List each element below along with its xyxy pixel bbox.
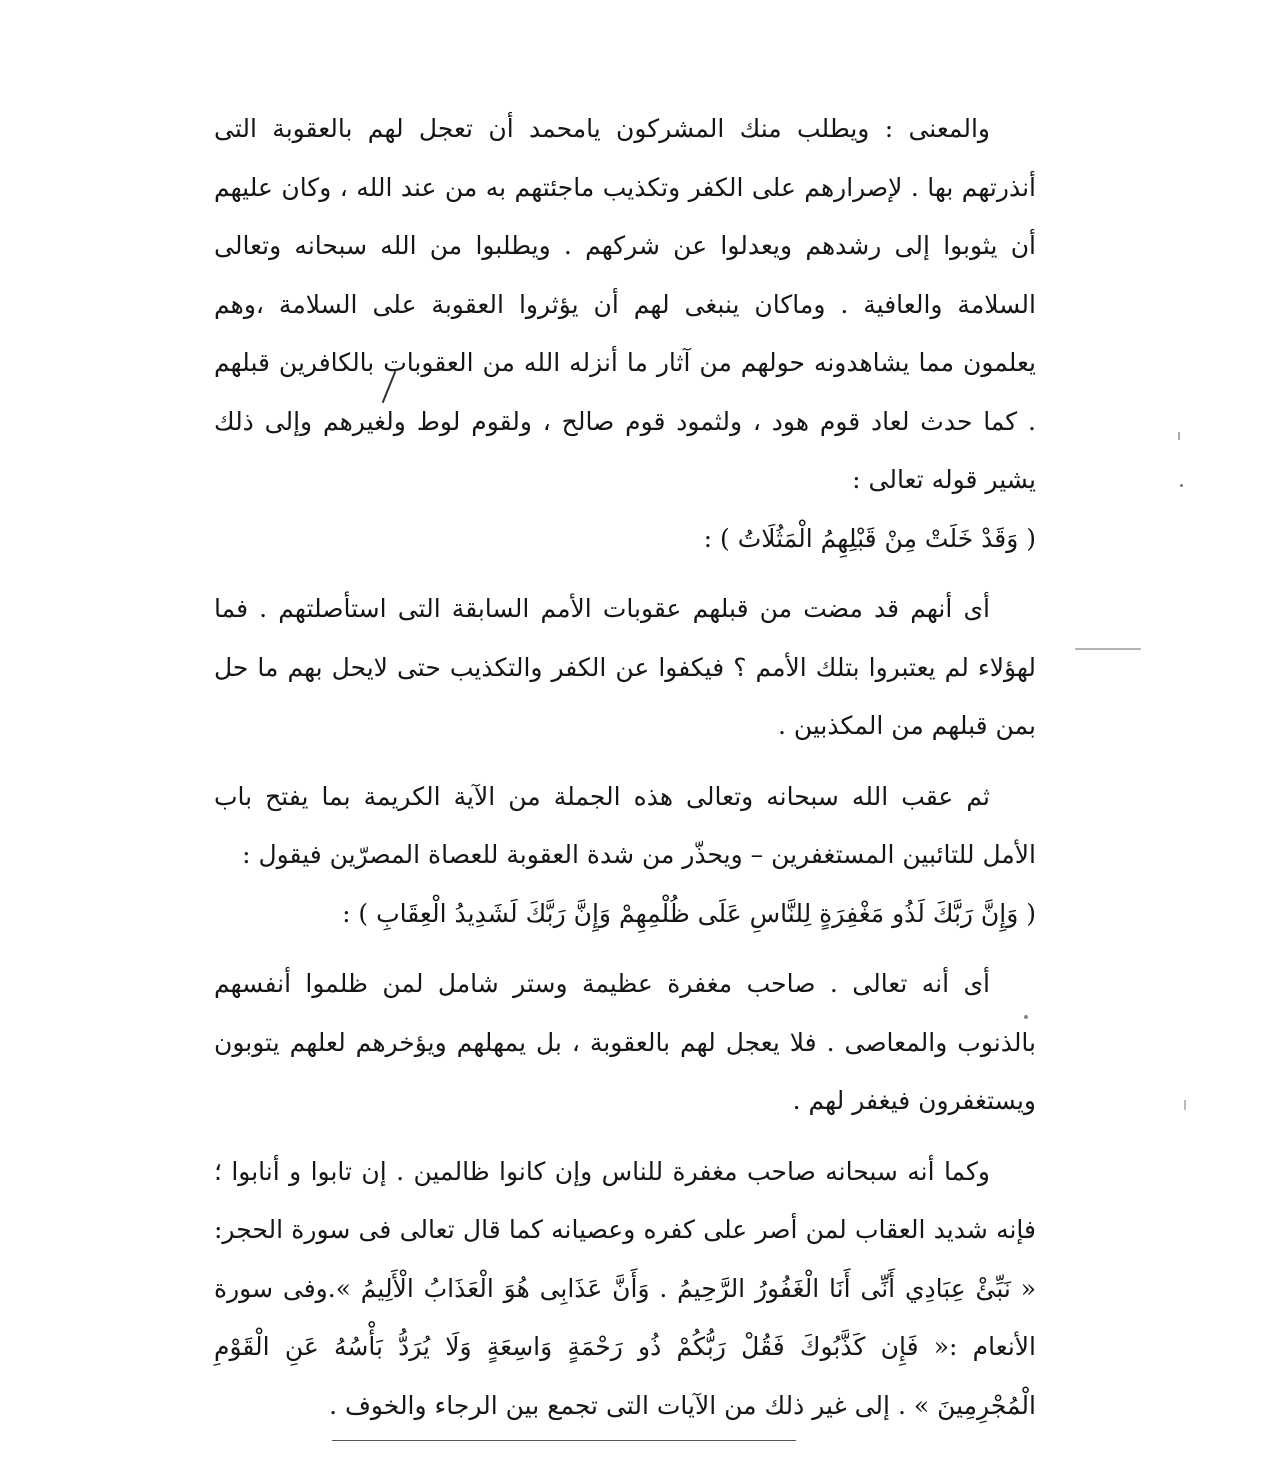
body-text — [214, 100, 1036, 1435]
text-line: وكما أنه سبحانه صاحب مغفرة للناس وإن كانوا ظالمين . إن تابوا و أنابوا ؛ فإنه — [214, 1156, 1036, 1244]
paragraph-forgiveness — [214, 955, 1036, 1131]
paragraph-hope-and-fear — [214, 1143, 1036, 1436]
text-line: المستغفرين – ويحذّر من شدة العقوبة للعصاة المصرّين فيقول : — [242, 840, 895, 869]
text-line: لهم أن يؤثروا العقوبة على السلامة ،وهم يعلمون مما يشاهدونه حولهم من آثار ما أنزله — [214, 289, 1036, 377]
text-line: أى أنهم قد مضت من قبلهم عقوبات الأمم السابقة التى استأصلتهم . فما لهؤلاء لم — [214, 594, 1037, 682]
verse-text: ( وَقَدْ خَلَتْ مِنْ قَبْلِهِمُ الْمَثُلَاتُ ) : — [703, 523, 1036, 553]
text-line: ثم عقب الله سبحانه وتعالى هذه الجملة من الآية الكريمة بما يفتح باب الأمل للتائبين — [214, 781, 1036, 869]
text-line: لإصرارهم على الكفر وتكذيب ماجئتهم به من عند الله ، وكان عليهم أن يثوبوا إلى رشدهم — [214, 172, 1036, 260]
text-line: رَبُّكُمْ ذُو رَحْمَةٍ وَاسِعَةٍ وَلَا يُرَدُّ بَأْسُهُ عَنِ الْقَوْمِ الْمُجْرِمِينَ » . إلى غير ذلك من الآيات التى — [214, 1332, 1036, 1420]
quran-verse-maghfira — [214, 885, 1036, 944]
scan-artifact — [1178, 432, 1180, 440]
text-line: فيغفر لهم . — [792, 1086, 911, 1115]
text-line: أى أنه تعالى . صاحب مغفرة عظيمة وستر شامل لمن ظلموا أنفسهم بالذنوب — [214, 969, 1037, 1057]
scan-artifact — [1024, 1015, 1028, 1019]
verse-text: ( وَإِنَّ رَبَّكَ لَذُو مَغْفِرَةٍ لِلنَّاسِ عَلَى ظُلْمِهِمْ وَإِنَّ رَبَّكَ لَشَدِيدُ الْعِقَابِ ) : — [342, 898, 1036, 928]
text-line: تجمع بين الرجاء والخوف . — [329, 1390, 598, 1420]
text-line: من المكذبين . — [777, 711, 924, 740]
text-line: أَنَا الْغَفُورُ الرَّحِيمُ . وَأَنَّ عَذَابِى هُوَ الْعَذَابُ الْأَلِيمُ ».وفى سورة الأنعام :« فَإِن كَذَّبُوكَ فَقُلْ — [214, 1273, 1036, 1361]
text-line: يعتبروا بتلك الأمم ؟ فيكفوا عن الكفر والتكذيب حتى لايحل بهم ما حل بمن قبلهم — [214, 652, 1036, 740]
paragraph-hope-warning — [214, 768, 1036, 885]
text-line: والمعاصى . فلا يعجل لهم بالعقوبة ، بل يمهلهم ويؤخرهم لعلهم يتوبون ويستغفرون — [214, 1027, 1036, 1115]
scan-artifact — [1184, 1100, 1186, 1110]
paragraph-meaning — [214, 100, 1036, 510]
scan-artifact — [1180, 484, 1183, 487]
text-line: شديد العقاب لمن أصر على كفره وعصيانه كما قال تعالى فى سورة الحجر: « نَبِّئْ عِبَادِي أَنِّى — [214, 1215, 1036, 1303]
quran-verse-mathulat — [214, 510, 1036, 569]
text-line: والمعنى : ويطلب منك المشركون يامحمد أن تعجل لهم بالعقوبة التى أنذرتهم بها . — [214, 114, 1036, 202]
text-line: الله من العقوبات بالكافرين قبلهم . كما حدث لعاد قوم هود ، ولثمود قوم صالح ، ولقوم — [214, 348, 1036, 436]
text-line: لوط ولغيرهم وإلى ذلك يشير قوله تعالى : — [214, 406, 1036, 494]
footer-rule — [332, 1440, 796, 1441]
paragraph-past-nations — [214, 580, 1036, 756]
text-line: ويعدلوا عن شركهم . ويطلبوا من الله سبحانه وتعالى السلامة والعافية . وماكان ينبغى — [214, 231, 1036, 319]
scan-artifact — [1075, 648, 1141, 650]
